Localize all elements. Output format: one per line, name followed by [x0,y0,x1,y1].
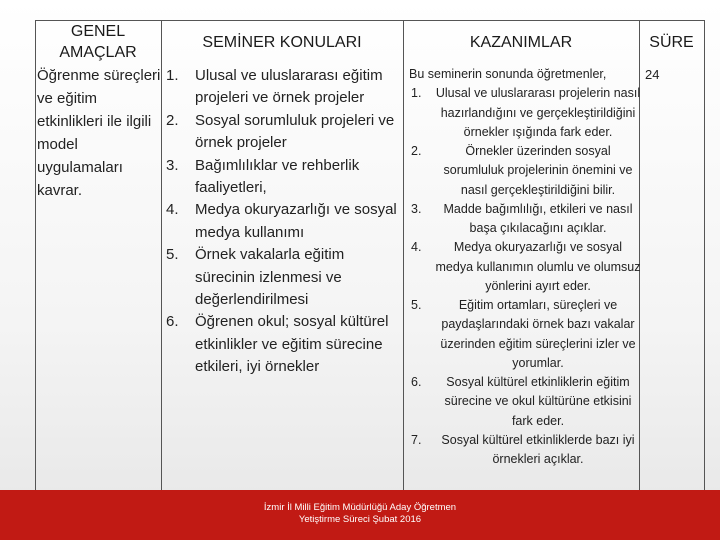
footer-line-2: Yetiştirme Süreci Şubat 2016 [298,514,422,525]
outcomes-list [405,84,641,469]
outcome-item: 5. Eğitim ortamları, süreçleri ve paydaşlarındaki örnek bazı vakalar üzerinden eğitim süreçlerini izler ve yorumlar. [411,298,636,370]
outcome-item: 4. Medya okuryazarlığı ve sosyal medya kullanımın olumlu ve olumsuz yönlerini ayırt eder. [411,240,641,293]
header-goals: GENEL AMAÇLAR [59,23,137,61]
topic-item: 3. Bağımlılıklar ve rehberlik faaliyetleri, [166,156,360,197]
topic-item: 1. Ulusal ve uluslararası eğitim projeleri ve örnek projeler [166,67,383,107]
table-right-border [704,20,705,490]
outcome-item: 1. Ulusal ve uluslararası projelerin nasıl hazırlandığını ve gerçekleştirildiğini örnekler ışığında fark eder. [411,86,641,139]
seminar-topics-list [163,65,403,379]
header-outcomes: KAZANIMLAR [469,34,573,51]
topic-item: 6. Öğrenen okul; sosyal kültürel etkinlikler ve eğitim sürecine etkileri, iyi örnekler [166,313,389,376]
outcomes-column [405,65,641,469]
duration-value: 24 [645,67,660,82]
table-left-border [35,20,36,490]
footer-caption [0,502,720,526]
outcome-item: 2. Örnekler üzerinden sosyal sorumluluk projelerinin önemini ve nasıl gerçekleştirildiğini bilir. [411,144,633,197]
header-topics: SEMİNER KONULARI [202,34,362,51]
footer-line-1: İzmir İl Milli Eğitim Müdürlüğü Aday Öğretmen [263,502,457,513]
header-duration: SÜRE [649,34,694,51]
seminar-table [35,20,705,490]
general-goals-text: Öğrenme süreçleri ve eğitim etkinlikleri ile ilgili model uygulamaları kavrar. [37,67,161,199]
column-divider-2 [403,20,404,490]
outcome-item: 7. Sosyal kültürel etkinliklerde bazı iyi örnekleri açıklar. [411,432,635,466]
column-divider-1 [161,20,162,490]
outcome-item: 3. Madde bağımlılığı, etkileri ve nasıl başa çıkılacağını açıklar. [411,201,633,235]
topic-item: 5. Örnek vakalarla eğitim sürecinin izlenmesi ve değerlendirilmesi [166,246,345,309]
topic-item: 4. Medya okuryazarlığı ve sosyal medya kullanımı [166,201,397,241]
topic-item: 2. Sosyal sorumluluk projeleri ve örnek projeler [166,111,395,152]
outcome-item: 6. Sosyal kültürel etkinliklerin eğitim sürecine ve okul kültürüne etkisini fark eder. [411,375,632,428]
outcomes-intro: Bu seminerin sonunda öğretmenler, [409,67,607,81]
